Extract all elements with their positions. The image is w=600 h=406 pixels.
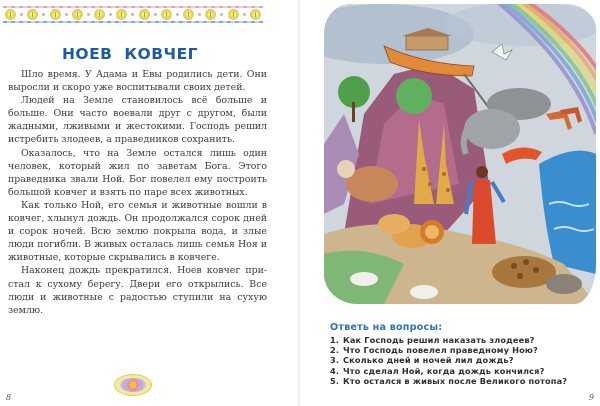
question-item: 1. Как Господь решил наказать злодеев? [330,335,535,345]
story-paragraph: Оказалось, что на Земле остался лишь один человек, который жил по заветам Бога. Этого праведника звали Ной. Бог повелел ему построить большой ковчег и взять по паре всех животных. [8,147,267,198]
ornament-icon [27,9,38,20]
questions-heading: Ответь на вопросы: [330,322,443,333]
ornament-icon [205,9,216,20]
story-text [8,68,267,317]
decorative-border [3,6,263,23]
ornament-icon [72,9,83,20]
question-item: 2. Что Господь повелел праведному Ною? [330,345,538,356]
questions-list [330,335,598,386]
story-paragraph: Как только Ной, его семья и животные вошли в ковчег, хлынул дождь. Он продолжался сорок дней и сорок ночей. Всю землю покрыла вода, и злые люди погибли. В живых осталась лишь семья Ноя и животные, которые скрывались в ковчеге. [8,199,267,264]
ornament-icon [161,9,172,20]
ornament-medallions [5,9,261,20]
question-item: 5. Кто остался в живых после Великого потопа? [330,375,568,386]
page-number-left: 8 [6,393,12,402]
illustration-graphic [324,4,596,304]
questions-section [330,322,598,386]
ornament-icon [94,9,105,20]
ornament-icon [116,9,127,20]
ornament-icon [183,9,194,20]
story-paragraph: Наконец дождь прекратился. Ноев ковчег пристал к сухому берегу. Двери его открылись. Все люди и животные с радостью ступили на сухую землю. [8,265,267,316]
ornament-icon [50,9,61,20]
question-item: 4. Что сделал Ной, когда дождь кончился? [330,365,545,376]
flourish-ornament-icon [114,374,152,396]
question-item: 3. Сколько дней и ночей лил дождь? [330,355,514,366]
page-title: НОЕВ КОВЧЕГ [61,45,199,63]
story-paragraph: Шло время. У Адама и Евы родились дети. Они выросли и скоро уже воспитывали своих детей. [8,69,267,94]
page-number-right: 9 [588,393,594,402]
ornament-icon [250,9,261,20]
ornament-icon [228,9,239,20]
ornament-icon [139,9,150,20]
ornament-icon [5,9,16,20]
story-paragraph: Людей на Земле становилось всё больше и больше. Они часто воевали друг с другом, были жадными, лживыми и жестокими. Господь решил истребить злодеев, а праведников сохранить. [8,95,267,146]
noahs-ark-illustration [324,4,596,304]
